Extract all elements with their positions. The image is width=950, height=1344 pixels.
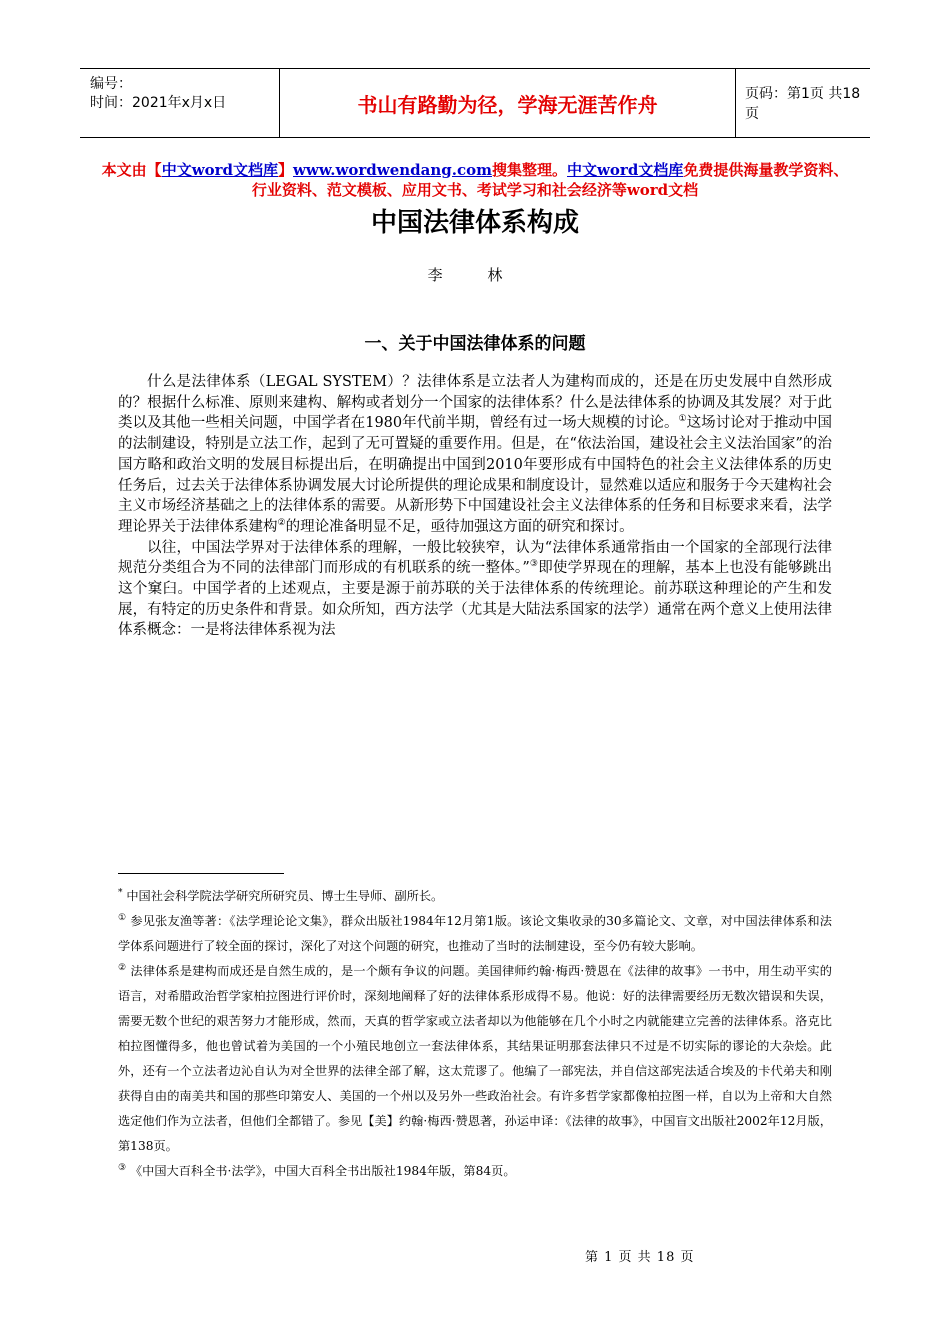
- paragraph-1-text-b: 这场讨论对于推动中国的法制建设，特别是立法工作，起到了无可置疑的重要作用。但是，在“依法治国，建设社会主义法治国家”的治国方略和政治文明的发展目标提出后，在明确提出中国到2010年要形成有中国特色的社会主义法律体系的历史任务后，过去关于法律体系协调发展大讨论所提供的理论成果和制度设计，显然难以适应和服务于今天建构社会主义市场经济基础之上的法律体系的需要。从新形势下中国建设社会主义法律体系的任务和目标要求来看，法学理论界关于法律体系建构: [118, 415, 833, 535]
- footnote-mark-author: *: [118, 887, 123, 898]
- document-header: [80, 68, 870, 138]
- footnote-ref-1[interactable]: ①: [678, 414, 687, 425]
- footnote-mark-3: ③: [118, 1162, 127, 1173]
- promo-link-site-name[interactable]: 中文word文档库: [161, 161, 278, 179]
- promo-text-3: 搜集整理。: [491, 161, 567, 179]
- footnote-separator: [118, 873, 284, 874]
- document-title: 中国法律体系构成: [370, 208, 579, 238]
- footnote-3: [118, 1159, 832, 1184]
- header-meta: [80, 69, 280, 137]
- footnote-mark-1: ①: [118, 912, 127, 923]
- paragraph-1-text-c: 的理论准备明显不足，亟待加强这方面的研究和探讨。: [285, 518, 634, 535]
- page-number-footer: 第 1 页 共 18 页: [585, 1250, 695, 1265]
- promo-link-url[interactable]: www.wordwendang.com: [293, 161, 492, 179]
- document-body: [118, 372, 832, 641]
- promo-banner: [100, 160, 850, 200]
- document-author: 李 林: [427, 266, 523, 284]
- footnote-ref-2[interactable]: ②: [277, 518, 286, 529]
- paragraph-1: [118, 372, 832, 538]
- promo-text-4: 免费提供海量教学资料、行业资料、范文模板、应用文书、考试学习和社会经济等word文档: [251, 161, 849, 199]
- header-number: 编号：: [90, 76, 132, 92]
- paragraph-2-text-b: 即使学界现在的理解，基本上也没有能够跳出这个窠臼。中国学者的上述观点，主要是源于前苏联的关于法律体系的传统理论。前苏联这种理论的产生和发展，有特定的历史条件和背景。如众所知，西方法学（尤其是大陆法系国家的法学）通常在两个意义上使用法律体系概念：一是将法律体系视为法: [118, 560, 832, 639]
- promo-link-site-name-2[interactable]: 中文word文档库: [567, 161, 684, 179]
- footnotes: [118, 884, 832, 1184]
- header-page-info: 页码：第1页 共18页: [745, 86, 861, 122]
- header-time: 时间：2021年x月x日: [90, 95, 227, 111]
- footnote-author: [118, 884, 832, 909]
- paragraph-2-text-a: 以往，中国法学界对于法律体系的理解，一般比较狭窄，认为“法律体系通常指由一个国家的全部现行法律规范分类组合为不同的法律部门而形成的有机联系的统一整体。”: [118, 539, 832, 577]
- footnote-3-text: 《中国大百科全书·法学》，中国大百科全书出版社1984年版，第84页。: [126, 1164, 516, 1178]
- paragraph-2: [118, 538, 832, 642]
- footnote-author-text: 中国社会科学院法学研究所研究员、博士生导师、副所长。: [122, 889, 444, 903]
- footnote-1: [118, 909, 832, 959]
- promo-text-2: 】: [278, 161, 294, 179]
- paragraph-1-text-a: 什么是法律体系（LEGAL SYSTEM）？法律体系是立法者人为建构而成的，还是在历史发展中自然形成的？根据什么标准、原则来建构、解构或者划分一个国家的法律体系？什么是法律体系的协调及其发展？对于此类以及其他一些相关问题，中国学者在1980年代前半期，曾经有过一场大规模的讨论。: [118, 374, 832, 432]
- footnote-2: [118, 959, 832, 1159]
- footnote-1-text: 参见张友渔等著：《法学理论论文集》，群众出版社1984年12月第1版。该论文集收录的30多篇论文、文章，对中国法律体系和法学体系问题进行了较全面的探讨，深化了对这个问题的研究，也推动了当时的法制建设，至今仍有较大影响。: [118, 914, 832, 953]
- section-heading: 一、关于中国法律体系的问题: [364, 334, 586, 354]
- header-motto: 书山有路勤为径，学海无涯苦作舟: [280, 69, 736, 137]
- promo-text-1: 本文由【: [101, 161, 162, 179]
- footnote-ref-3[interactable]: ③: [529, 559, 539, 570]
- footnote-mark-2: ②: [118, 962, 127, 973]
- footnote-2-text: 法律体系是建构而成还是自然生成的，是一个颇有争议的问题。美国律师约翰·梅西·赞恩在《法律的故事》一书中，用生动平实的语言，对希腊政治哲学家柏拉图进行评价时，深刻地阐释了好的法律体系形成得不易。他说：好的法律需要经历无数次错误和失误，需要无数个世纪的艰苦努力才能形成，然而，天真的哲学家或立法者却以为他能够在几个小时之内就能建立完善的法律体系。洛克比柏拉图懂得多，他也曾试着为美国的一个小殖民地创立一套法律体系，其结果证明那套法律只不过是不切实际的谬论的大杂烩。此外，还有一个立法者边沁自认为对全世界的法律全部了解，这太荒谬了。他编了一部宪法，并自信这部宪法适合埃及的卡代弟夫和刚获得自由的南美共和国的那些印第安人、美国的一个州以及另外一些政治社会。有许多哲学家都像柏拉图一样，自以为上帝和大自然选定他们作为立法者，但他们全都错了。参见【美】约翰·梅西·赞恩著，孙运申译：《法律的故事》，中国盲文出版社2002年12月版，第138页。: [118, 964, 832, 1153]
